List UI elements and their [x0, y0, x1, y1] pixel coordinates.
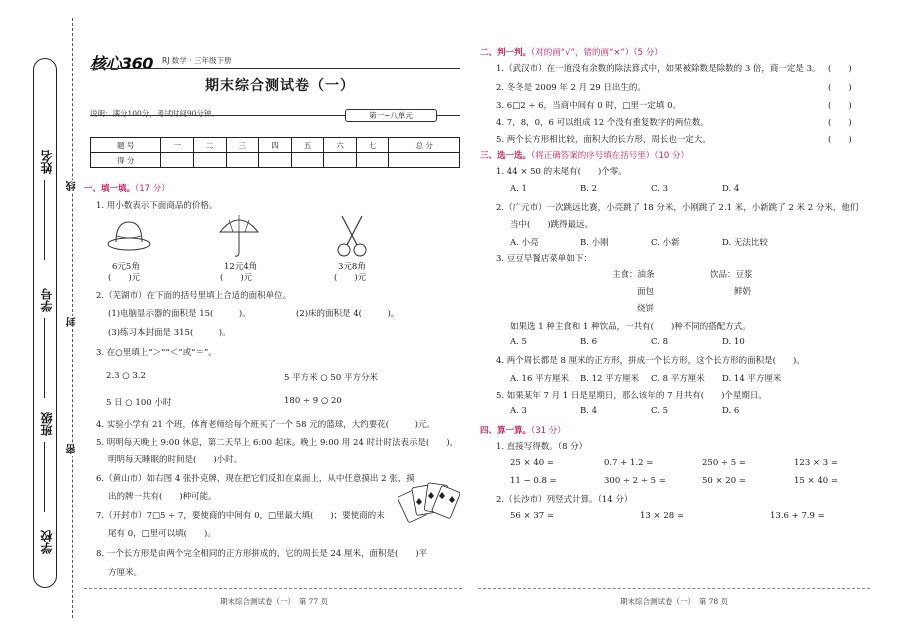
choice-4-option-c[interactable]: C. 8 平方厘米	[651, 374, 705, 384]
calc-2-title: 2.（长沙市）列竖式计算。（14 分）	[496, 495, 633, 505]
unit-badge: 第一~八单元	[345, 109, 437, 122]
choice-4: 4. 两个周长都是 8 厘米的正方形，拼成一个长方形，这个长方形的面积是( )。	[496, 356, 805, 366]
question-1-4: 4. 实验小学有 21 个班，体育老师给每个班买了一个 58 元的篮球，大约要花( )元。	[96, 420, 435, 430]
compare-d: 180 ÷ 9 ○ 20	[284, 396, 342, 406]
vertical-calc-3: 13.6 + 7.9 =	[770, 511, 825, 521]
score-cell: 六	[324, 138, 357, 153]
answer-umbrella[interactable]: ( )元	[220, 273, 253, 283]
choice-1-option-b[interactable]: B. 2	[580, 184, 598, 194]
compare-a: 2.3 ○ 3.2	[106, 371, 146, 381]
score-input-cell[interactable]	[389, 153, 460, 168]
page-footer-left: 期末综合测试卷（一） 第 77 页	[220, 597, 329, 606]
calc-item: 50 × 20 =	[702, 476, 746, 486]
question-1-5-b: 明明每天睡眠的时间是( )小时。	[108, 455, 243, 465]
choice-5-option-d[interactable]: D. 6	[722, 406, 740, 416]
umbrella-icon	[218, 212, 260, 260]
question-1-2-b: (2)床的面积是 4( )。	[296, 309, 400, 319]
choice-1-option-d[interactable]: D. 4	[722, 184, 740, 194]
score-cell: 题 号	[91, 138, 161, 153]
vertical-calc-1: 56 × 37 =	[510, 511, 554, 521]
brand-logo: 核心360	[90, 54, 153, 73]
judge-4-answer[interactable]: ( )	[828, 118, 852, 128]
score-input-cell[interactable]	[291, 153, 324, 168]
choice-3: 3. 豆豆早餐店菜单如下：	[496, 254, 592, 264]
student-id-blank[interactable]	[44, 318, 45, 398]
compare-c: 5 日 ○ 100 小时	[106, 398, 172, 408]
calc-item: 25 × 40 =	[510, 458, 554, 468]
compare-b: 5 平方米 ○ 50 平方分米	[284, 373, 378, 383]
judge-4: 4. 7，8，0，6 可以组成 12 个没有重复数字的两位数。	[496, 118, 709, 128]
choice-5: 5. 如果某年 7 月 1 日是星期日，那么该年的 7 月共有( )个星期日。	[496, 391, 767, 401]
calc-1-title: 1. 直接写得数。（8 分）	[496, 442, 588, 452]
score-cell: 四	[259, 138, 292, 153]
choice-4-option-d[interactable]: D. 14 平方厘米	[722, 374, 782, 384]
question-1-5-a: 5. 明明每天晚上 9:00 休息，第二天早上 6:00 起床。晚上 9:00 用 24 时计时法表示是( )，	[96, 438, 459, 448]
question-1-2: 2.（芜湖市）在下面的括号里填上合适的面积单位。	[96, 291, 292, 301]
section-1-title: 一、填一填。（17 分）	[84, 184, 170, 194]
question-1-3: 3. 在○里填上“＞”“＜”或“＝”。	[96, 348, 217, 358]
score-value-row	[91, 153, 460, 168]
label-name: 姓名	[40, 150, 54, 174]
seal-char-secret: 密	[67, 444, 78, 455]
score-cell: 一	[161, 138, 194, 153]
exam-note: 说明：满分100分，考试时间90分钟。	[90, 109, 219, 118]
score-input-cell[interactable]	[226, 153, 259, 168]
price-scissors: 3元8角	[338, 262, 366, 272]
choice-5-option-c[interactable]: C. 5	[651, 406, 669, 416]
page-title: 期末综合测试卷（一）	[205, 78, 355, 94]
score-header-row	[91, 138, 460, 153]
label-school: 学校	[40, 530, 54, 554]
choice-2-option-a[interactable]: A. 小亮	[510, 238, 539, 248]
question-1-1: 1. 用小数表示下面商品的价格。	[96, 201, 218, 211]
label-class: 班级	[40, 412, 54, 436]
question-1-8-b: 方厘米。	[108, 568, 143, 578]
label-student-id: 学号	[40, 288, 54, 312]
score-input-cell[interactable]	[324, 153, 357, 168]
question-1-7-a: 7.（开封市）7□5 ÷ 7，要使商的中间有 0，□里最大填( )；要使商的末	[96, 511, 385, 521]
choice-3-option-a[interactable]: A. 5	[510, 337, 527, 347]
judge-2: 2. 冬冬是 2009 年 2 月 29 日出生的。	[496, 83, 646, 93]
poker-cards-icon	[398, 478, 460, 528]
judge-1-answer[interactable]: ( )	[828, 64, 852, 74]
score-input-cell[interactable]	[161, 153, 194, 168]
question-1-2-c: (3)练习本封面是 315( )。	[108, 328, 231, 338]
score-table	[90, 137, 460, 168]
question-1-2-a: (1)电脑显示器的面积是 15( )。	[108, 309, 251, 319]
answer-scissors[interactable]: ( )元	[334, 273, 367, 283]
choice-1-option-c[interactable]: C. 3	[651, 184, 669, 194]
choice-2-b: 当中( )跳得最远。	[510, 220, 594, 230]
calc-item: 0.7 + 1.2 =	[604, 458, 654, 468]
judge-3: 3. 6□2 ÷ 6，当商中间有 0 时，□里一定填 0。	[496, 101, 682, 111]
menu-staple: 主食：油条	[612, 270, 655, 280]
page-footer-right: 期末综合测试卷（一） 第 78 页	[620, 597, 729, 606]
calc-item: 11 − 0.8 =	[510, 476, 557, 486]
menu-milk: 鲜奶	[734, 287, 752, 297]
vertical-calc-2: 13 × 28 =	[640, 511, 684, 521]
score-cell: 二	[194, 138, 227, 153]
seal-char-seal: 封	[67, 317, 78, 328]
footer-rule-left	[84, 588, 462, 589]
choice-5-option-b[interactable]: B. 4	[580, 406, 598, 416]
choice-4-option-a[interactable]: A. 16 平方厘米	[510, 374, 570, 384]
binding-strip	[0, 0, 90, 636]
question-1-8-a: 8. 一个长方形是由两个完全相同的正方形拼成的，它的周长是 24 厘米，面积是( )平	[96, 549, 428, 559]
class-blank[interactable]	[44, 442, 45, 512]
choice-5-option-a[interactable]: A. 3	[510, 406, 527, 416]
menu-bread: 面包	[637, 287, 655, 297]
judge-1: 1.（武汉市）在一道没有余数的除法算式中，如果被除数是除数的 3 倍，商一定是 3。	[496, 64, 821, 74]
choice-3-option-c[interactable]: C. 8	[651, 337, 669, 347]
score-input-cell[interactable]	[356, 153, 389, 168]
choice-4-option-b[interactable]: B. 12 平方厘米	[580, 374, 640, 384]
name-blank[interactable]	[44, 180, 45, 260]
calc-item: 123 × 3 =	[794, 458, 838, 468]
calc-item: 300 ÷ 2 ÷ 5 =	[604, 476, 666, 486]
judge-3-answer[interactable]: ( )	[828, 101, 852, 111]
choice-3-option-b[interactable]: B. 6	[580, 337, 598, 347]
menu-shaobing: 烧饼	[637, 304, 655, 314]
answer-hat[interactable]: ( )元	[108, 273, 141, 283]
subject-subtitle: RJ 数学 · 三年级下册	[162, 56, 232, 65]
price-hat: 6元5角	[112, 262, 140, 272]
judge-5: 5. 两个长方形相比较，面积大的长方形，周长也一定大。	[496, 135, 711, 145]
choice-2-option-d[interactable]: D. 无法比较	[722, 238, 768, 248]
choice-2-option-c[interactable]: C. 小新	[651, 238, 680, 248]
section-4-title: 四、算一算。（31 分）	[480, 426, 566, 436]
score-cell: 得 分	[91, 153, 161, 168]
score-cell: 五	[291, 138, 324, 153]
choice-2-option-b[interactable]: B. 小刚	[580, 238, 609, 248]
question-1-7-b: 尾有 0，□里可以填( )。	[108, 529, 216, 539]
price-umbrella: 12元4角	[224, 262, 258, 272]
hat-icon	[106, 214, 152, 254]
header-rule	[90, 68, 460, 69]
choice-1: 1. 44 × 50 的末尾有( )个零。	[496, 167, 627, 177]
choice-1-option-a[interactable]: A. 1	[510, 184, 527, 194]
question-1-6-a: 6.（黄山市）如右图 4 张扑克牌，现在把它们反扣在桌面上，从中任意摸出 2 张，摸	[96, 474, 415, 484]
seal-char-line: 线	[67, 181, 78, 192]
score-input-cell[interactable]	[194, 153, 227, 168]
section-3-title: 三、选一选。（将正确答案的序号填在括号里）（10 分）	[480, 151, 690, 161]
choice-3-option-d[interactable]: D. 10	[722, 337, 745, 347]
judge-2-answer[interactable]: ( )	[828, 83, 852, 93]
calc-item: 15 × 40 =	[794, 476, 838, 486]
score-cell: 七	[356, 138, 389, 153]
menu-drink: 饮品：豆浆	[710, 270, 753, 280]
footer-rule-right	[478, 588, 870, 589]
calc-item: 250 ÷ 5 =	[702, 458, 746, 468]
score-cell: 总 分	[389, 138, 460, 153]
score-cell: 三	[226, 138, 259, 153]
choice-3-b: 如果选 1 种主食和 1 种饮品，一共有( )种不同的搭配方式。	[510, 322, 751, 332]
choice-2-a: 2.（广元市）一次跳远比赛，小亮跳了 18 分米，小刚跳了 2.1 米，小新跳了 2 米 2 分米，他们	[496, 203, 859, 213]
section-2-title: 二、判一判。（对的画“√”，错的画“×”）（5 分）	[480, 48, 663, 58]
question-1-6-b: 出的牌一共有( )种可能。	[108, 492, 217, 502]
binding-frame	[33, 58, 57, 588]
scissors-icon	[334, 212, 370, 260]
judge-5-answer[interactable]: ( )	[828, 135, 852, 145]
score-input-cell[interactable]	[259, 153, 292, 168]
